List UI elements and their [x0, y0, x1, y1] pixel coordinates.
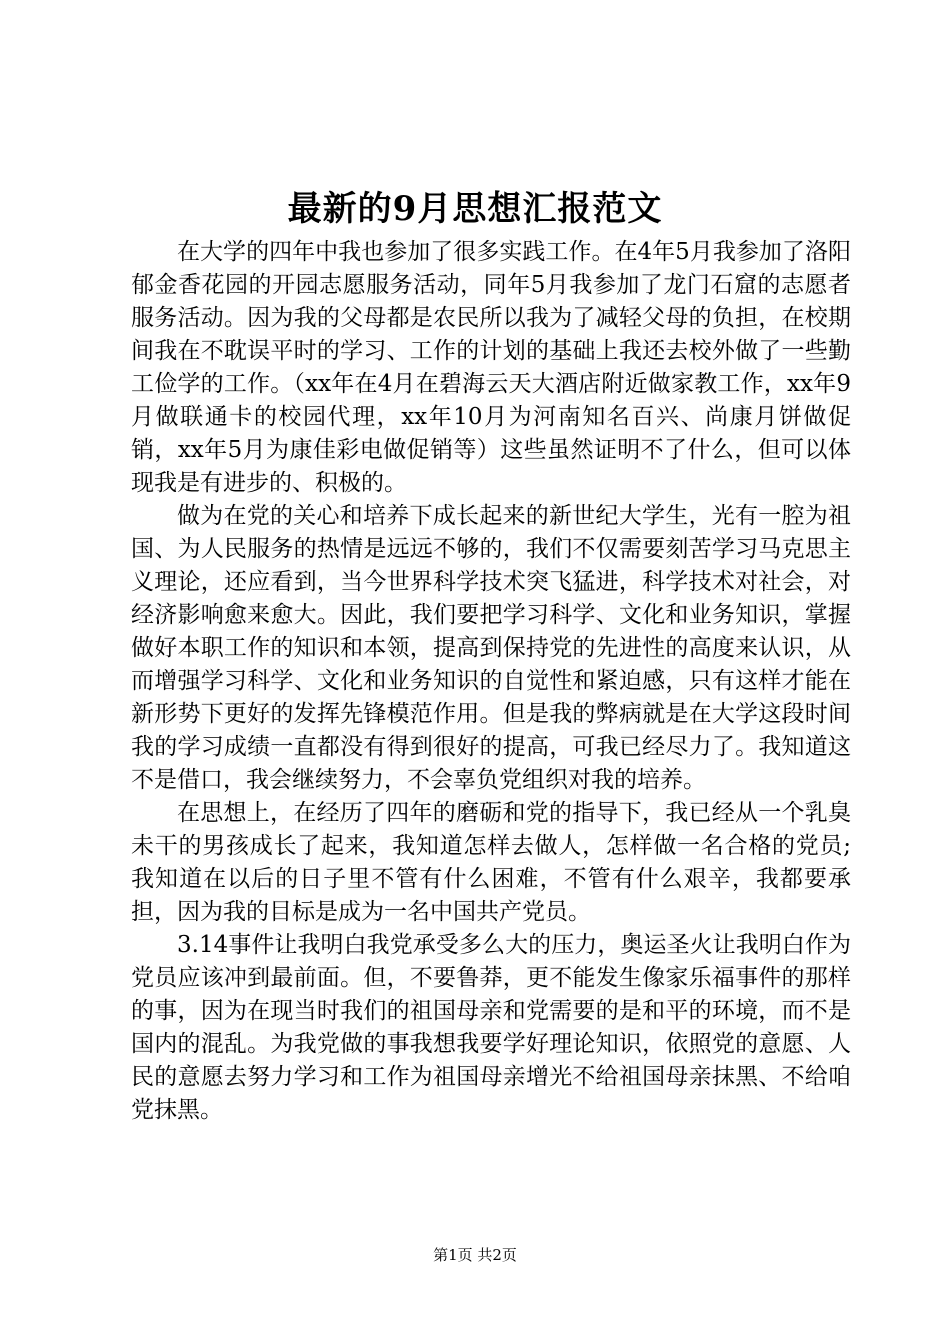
paragraph: 做为在党的关心和培养下成长起来的新世纪大学生，光有一腔为祖国、为人民服务的热情是远远不够的，我们不仅需要刻苦学习马克思主义理论，还应看到，当今世界科学技术突飞猛进，科学技术对社会，对经济影响愈来愈大。因此，我们要把学习科学、文化和业务知识，掌握做好本职工作的知识和本领，提高到保持党的先进性的高度来认识，从而增强学习科学、文化和业务知识的自觉性和紧迫感，只有这样才能在新形势下更好的发挥先锋模范作用。但是我的弊病就是在大学这段时间我的学习成绩一直都没有得到很好的提高，可我已经尽力了。我知道这不是借口，我会继续努力，不会辜负党组织对我的培养。	[131, 503, 851, 793]
document-body	[131, 236, 851, 1127]
document-title: 最新的9月思想汇报范文	[287, 189, 663, 229]
paragraph: 3.14事件让我明白我党承受多么大的压力，奥运圣火让我明白作为党员应该冲到最前面。但，不要鲁莽，更不能发生像家乐福事件的那样的事，因为在现当时我们的祖国母亲和党需要的是和平的环境，而不是国内的混乱。为我党做的事我想我要学好理论知识，依照党的意愿、人民的意愿去努力学习和工作为祖国母亲增光不给祖国母亲抹黑、不给咱党抹黑。	[131, 932, 851, 1123]
paragraph: 在大学的四年中我也参加了很多实践工作。在4年5月我参加了洛阳郁金香花园的开园志愿服务活动，同年5月我参加了龙门石窟的志愿者服务活动。因为我的父母都是农民所以我为了减轻父母的负担，在校期间我在不耽误平时的学习、工作的计划的基础上我还去校外做了一些勤工俭学的工作。（xx年在4月在碧海云天大酒店附近做家教工作，xx年9月做联通卡的校园代理，xx年10月为河南知名百兴、尚康月饼做促销，xx年5月为康佳彩电做促销等）这些虽然证明不了什么，但可以体现我是有进步的、积极的。	[131, 239, 851, 496]
page-number-footer: 第1页 共2页	[433, 1246, 517, 1264]
paragraph: 在思想上，在经历了四年的磨砺和党的指导下，我已经从一个乳臭未干的男孩成长了起来，我知道怎样去做人，怎样做一名合格的党员;我知道在以后的日子里不管有什么困难，不管有什么艰辛，我都要承担，因为我的目标是成为一名中国共产党员。	[131, 800, 851, 925]
